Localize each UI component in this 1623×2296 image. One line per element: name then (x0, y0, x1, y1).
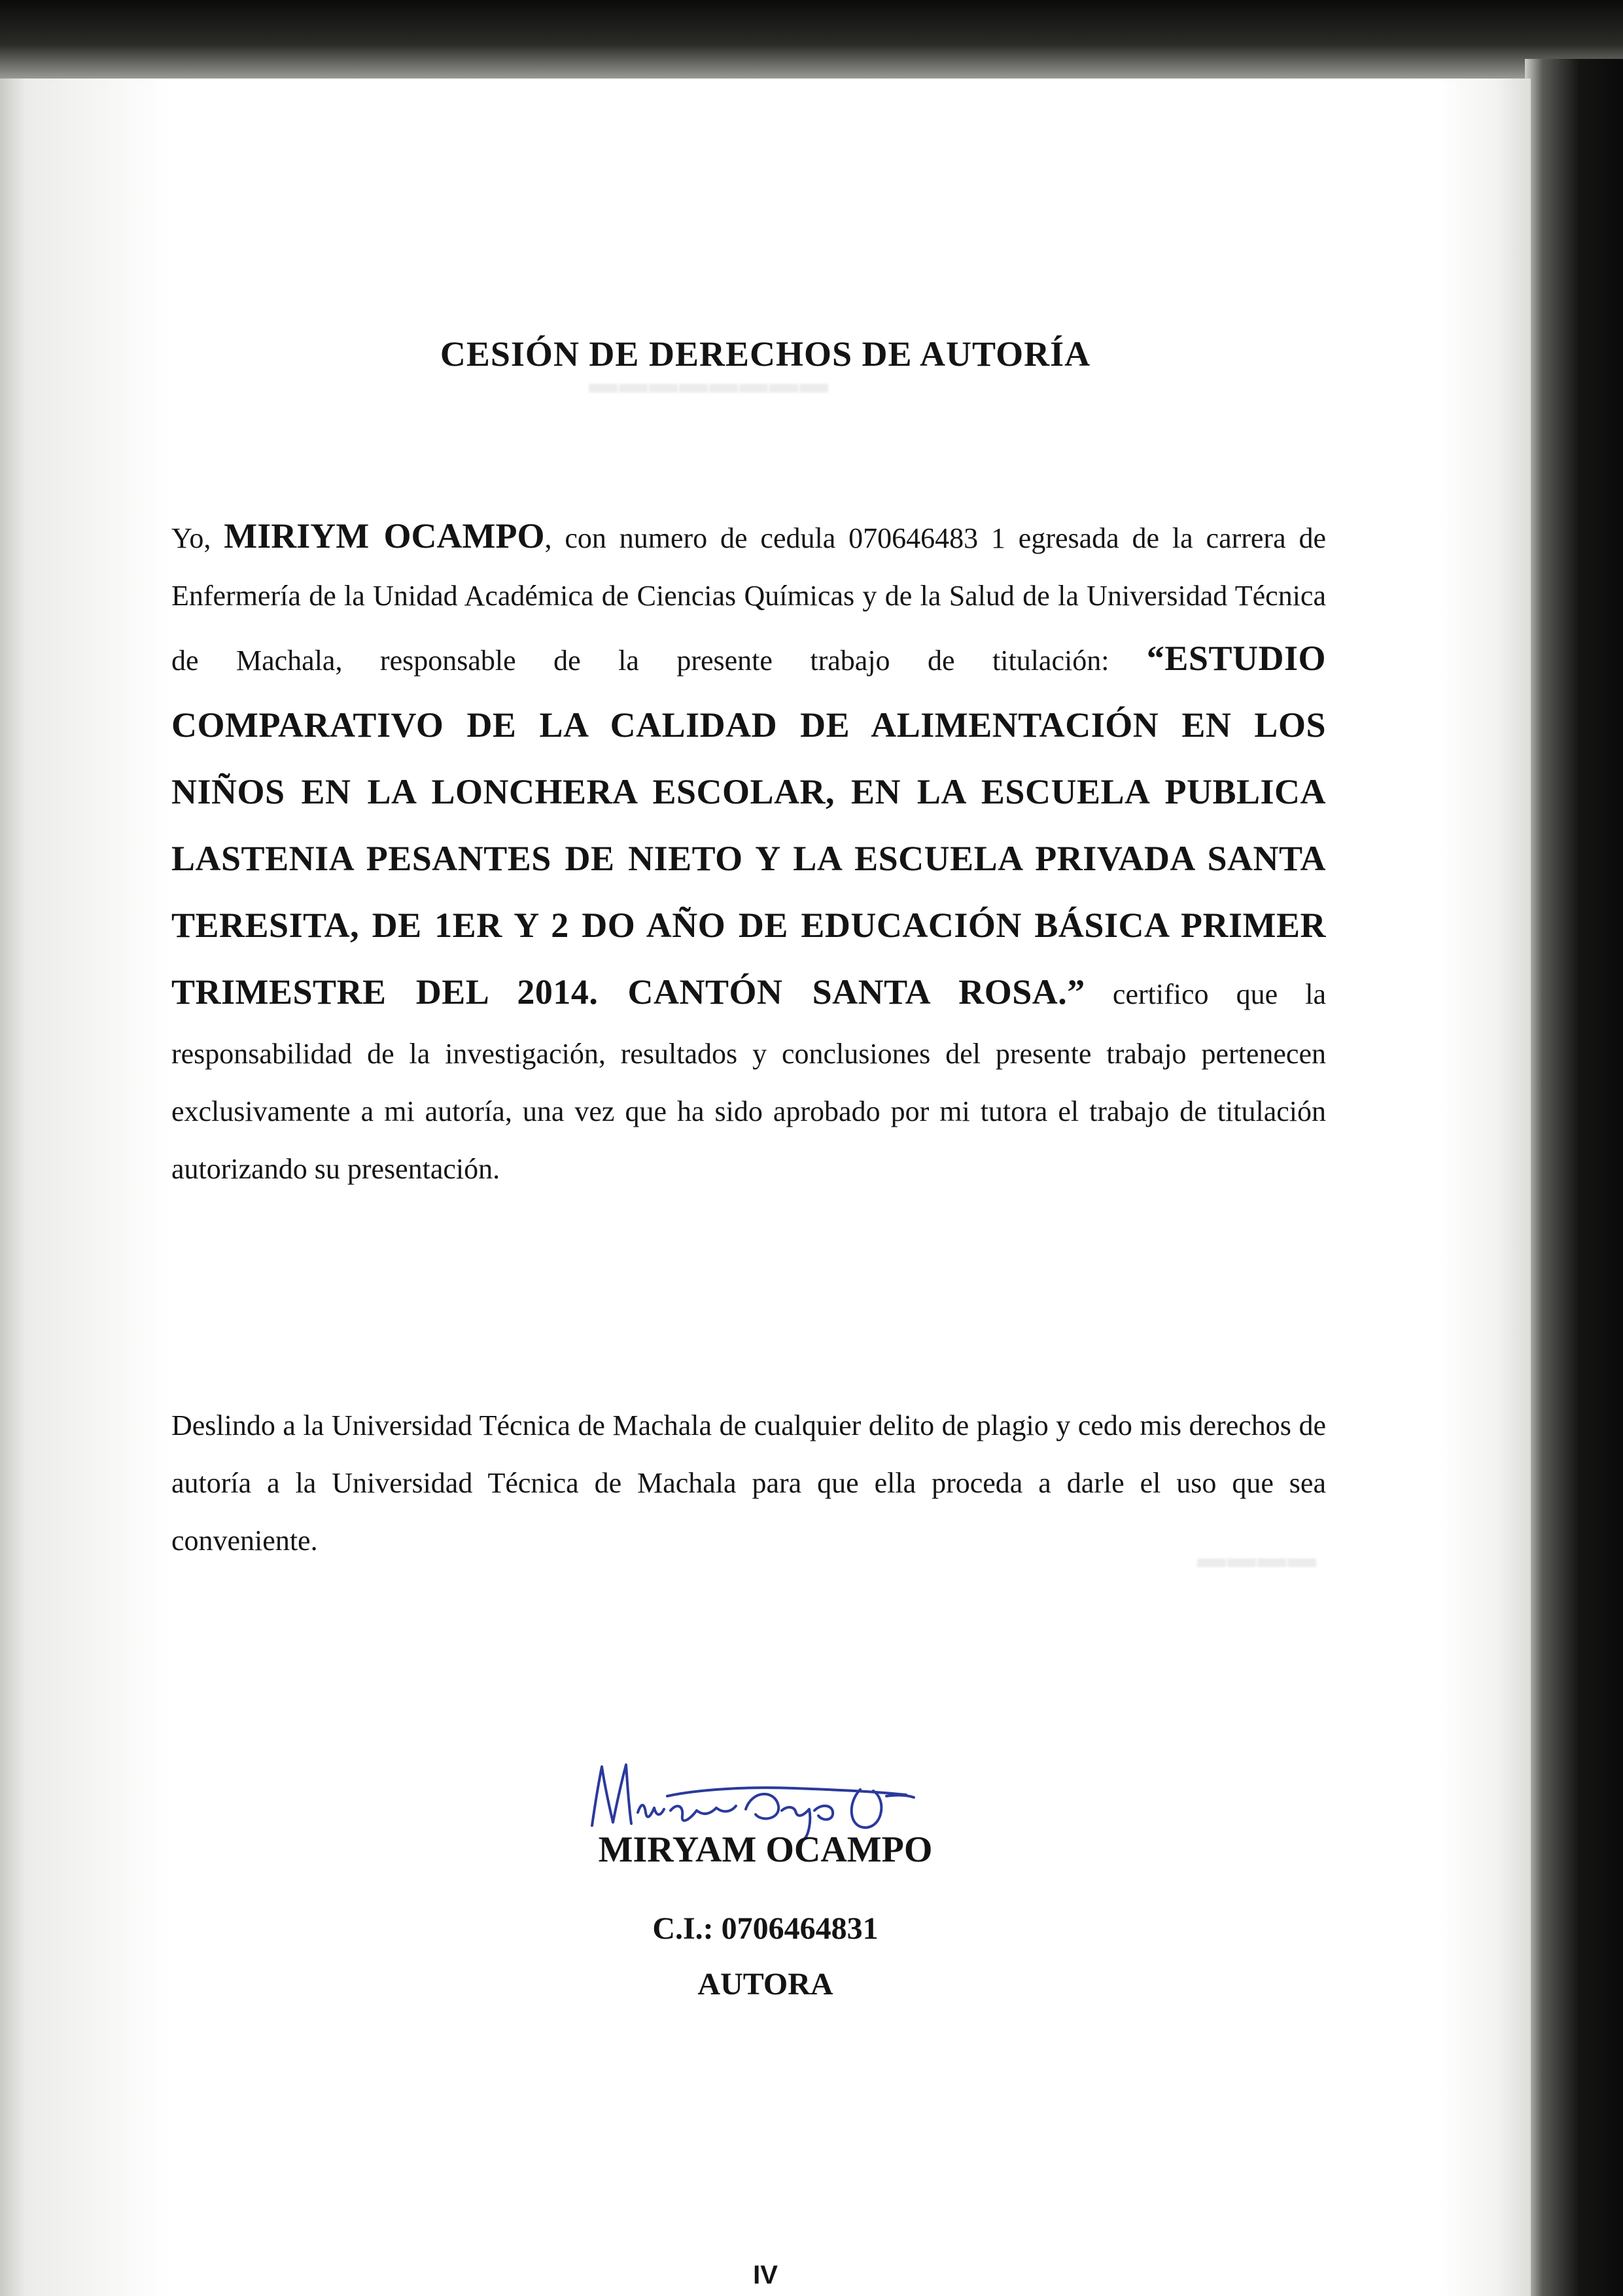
thesis-title: “ESTUDIO COMPARATIVO DE LA CALIDAD DE ALIMENTACIÓN EN LOS NIÑOS EN LA LONCHERA ESCOLAR, EN LA ESCUELA PUBLICA LASTENIA PESANTES DE NIETO Y LA ESCUELA PRIVADA SANTA TERESITA, DE 1ER Y 2 DO AÑO DE EDUCACIÓN BÁSICA PRIMER TRIMESTRE DEL 2014. CANTÓN SANTA ROSA.” (171, 639, 1326, 1012)
closing-text: certifico que la responsabilidad de la investigación, resultados y conclusiones del presente trabajo pertenecen exclusivamente a mi autoría, una vez que ha sido aprobado por mi tutora el trabajo de titulación autorizando su presentación. (171, 978, 1326, 1185)
intro-text: , con numero de cedula 070646483 1 egresada de la carrera de Enfermería de la Unidad Académica de Ciencias Químicas y de la Salud de la Universidad Técnica de Machala, responsable de la presente trabajo de titulación: (171, 522, 1326, 677)
signature-ink (592, 1765, 914, 1839)
page-number: IV (753, 2261, 778, 2289)
author-name: MIRIYM OCAMPO (224, 516, 545, 556)
bleed-through-text: ▬▬▬▬▬▬▬▬ (589, 367, 829, 399)
signer-id: C.I.: 0706464831 (652, 1911, 879, 1946)
rights-transfer-paragraph: Deslindo a la Universidad Técnica de Machala de cualquier delito de plagio y cedo mis derechos de autoría a la Universidad Técnica de Machala para que ella proceda a darle el uso que sea conveniente. (171, 1409, 1326, 1557)
intro-prefix: Yo, (171, 522, 224, 554)
signer-role: AUTORA (697, 1967, 833, 2002)
scanner-shadow-right (1525, 59, 1623, 2296)
document-page (0, 79, 1531, 2296)
signer-name: MIRYAM OCAMPO (598, 1829, 933, 1870)
bleed-through-text: ▬▬▬▬ (1197, 1542, 1318, 1574)
document-title: CESIÓN DE DERECHOS DE AUTORÍA (440, 334, 1091, 374)
handwritten-signature (579, 1750, 919, 1842)
certification-paragraph (171, 507, 1326, 1198)
